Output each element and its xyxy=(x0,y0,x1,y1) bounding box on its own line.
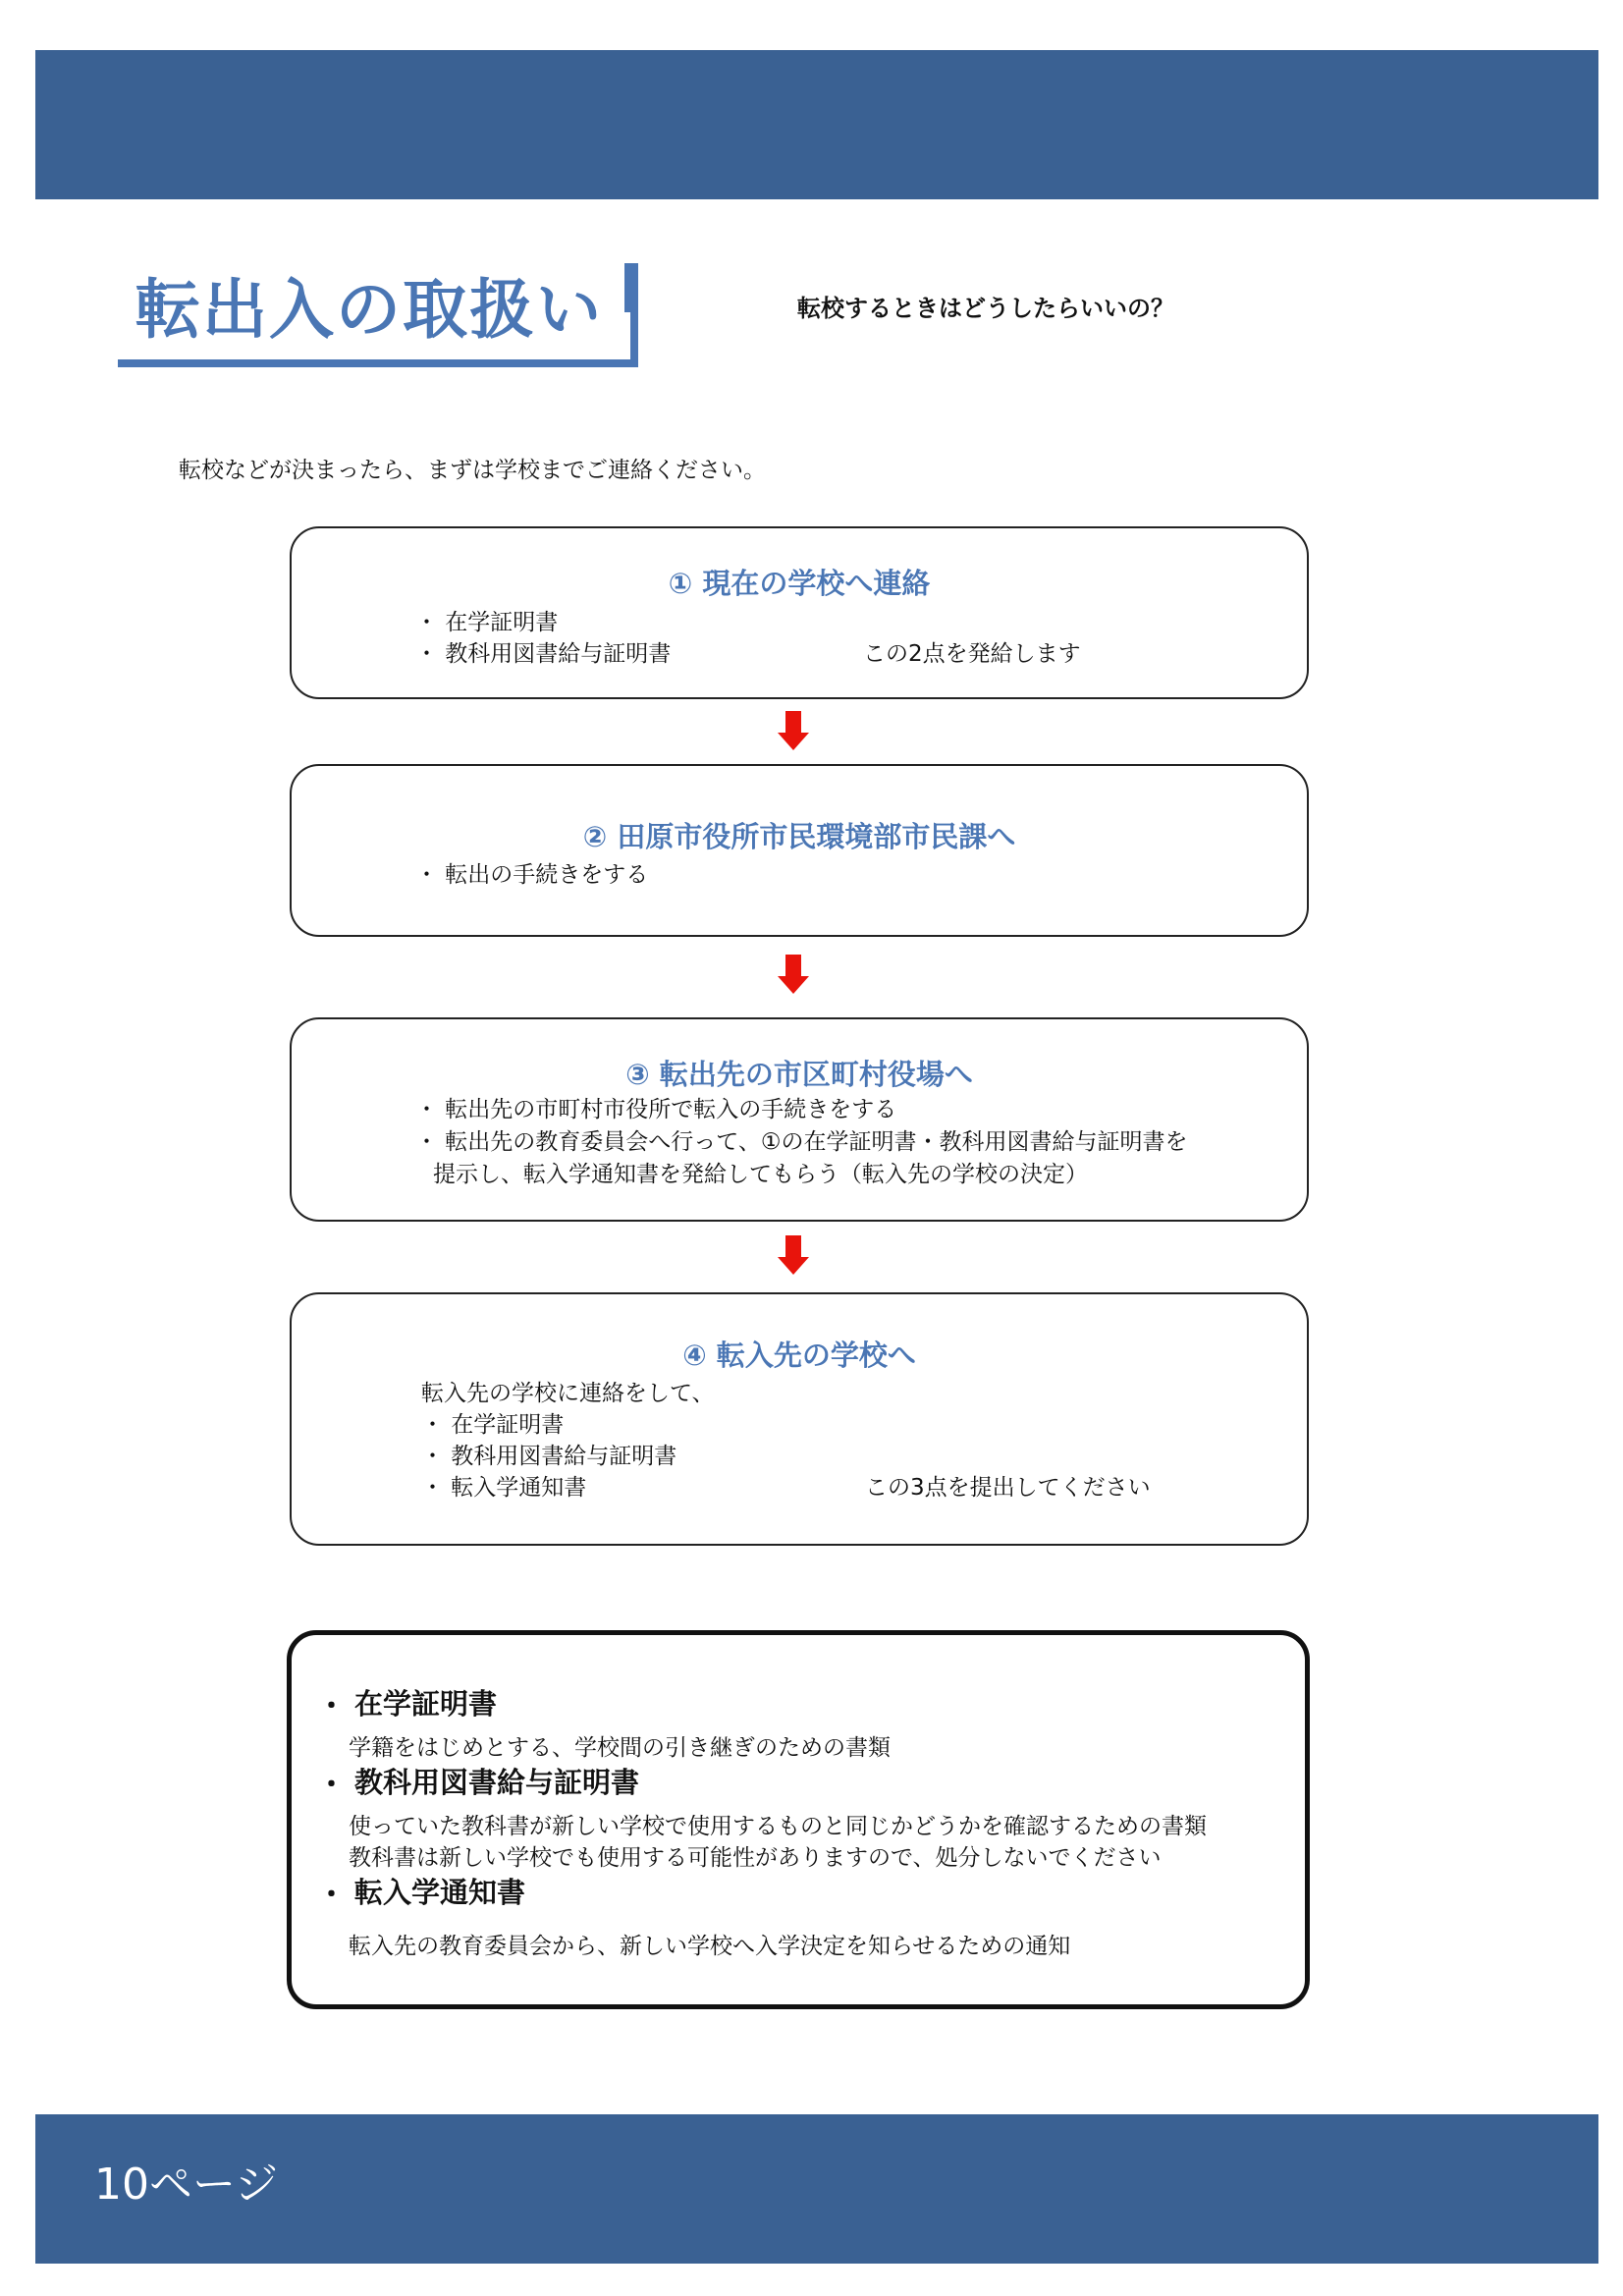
page-subtitle: 転校するときはどうしたらいいの？ xyxy=(797,295,1174,322)
down-arrow-icon xyxy=(778,1235,809,1275)
glossary-desc-3: 転入先の教育委員会から、新しい学校へ入学決定を知らせるための通知 xyxy=(349,1934,1071,1959)
step-2-title: ② 田原市役所市民環境部市民課へ xyxy=(582,820,1016,853)
down-arrow-icon xyxy=(778,955,809,994)
step-4-item-1: ・ 在学証明書 xyxy=(421,1412,565,1438)
step-1-title: ① 現在の学校へ連絡 xyxy=(668,567,931,600)
step-4-item-2: ・ 教科用図書給与証明書 xyxy=(421,1444,677,1469)
glossary-term-3: 転入学通知書 xyxy=(354,1876,526,1909)
glossary-desc-2a: 使っていた教科書が新しい学校で使用するものと同じかどうかを確認するための書類 xyxy=(349,1814,1207,1839)
glossary-bullet: ・ xyxy=(317,1768,347,1801)
step-2-item-1: ・ 転出の手続きをする xyxy=(415,862,649,888)
top-banner xyxy=(35,50,1598,199)
down-arrow-icon xyxy=(778,711,809,750)
step-4-title: ④ 転入先の学校へ xyxy=(682,1339,916,1372)
step-3-title: ③ 転出先の市区町村役場へ xyxy=(625,1058,973,1091)
step-1-note: この2点を発給します xyxy=(863,641,1081,667)
step-3-item-2-cont: 提示し、転入学通知書を発給してもらう（転入先の学校の決定） xyxy=(433,1162,1088,1187)
glossary-bullet: ・ xyxy=(317,1878,347,1911)
step-1-item-2: ・ 教科用図書給与証明書 xyxy=(415,641,672,667)
step-4-item-3: ・ 転入学通知書 xyxy=(421,1475,587,1501)
page-title: 転出入の取扱い xyxy=(135,272,603,348)
step-1-box xyxy=(290,526,1309,699)
glossary-box xyxy=(287,1630,1310,2009)
step-4-intro: 転入先の学校に連絡をして、 xyxy=(421,1381,715,1406)
title-frame-tick xyxy=(624,263,632,312)
step-4-note: この3点を提出してください xyxy=(865,1475,1151,1501)
step-4-box xyxy=(290,1292,1309,1546)
glossary-bullet: ・ xyxy=(317,1689,347,1722)
step-3-item-1: ・ 転出先の市町村市役所で転入の手続きをする xyxy=(415,1097,897,1122)
intro-text: 転校などが決まったら、まずは学校までご連絡ください。 xyxy=(179,458,766,483)
step-2-box xyxy=(290,764,1309,937)
glossary-term-1: 在学証明書 xyxy=(354,1687,498,1721)
step-3-box xyxy=(290,1017,1309,1222)
glossary-desc-1: 学籍をはじめとする、学校間の引き継ぎのための書類 xyxy=(349,1735,891,1761)
glossary-term-2: 教科用図書給与証明書 xyxy=(354,1766,640,1799)
step-3-item-2: ・ 転出先の教育委員会へ行って、①の在学証明書・教科用図書給与証明書を xyxy=(415,1129,1188,1155)
step-1-item-1: ・ 在学証明書 xyxy=(415,610,559,635)
glossary-desc-2b: 教科書は新しい学校でも使用する可能性がありますので、処分しないでください xyxy=(349,1845,1162,1871)
page-number: 10ページ xyxy=(94,2159,279,2210)
